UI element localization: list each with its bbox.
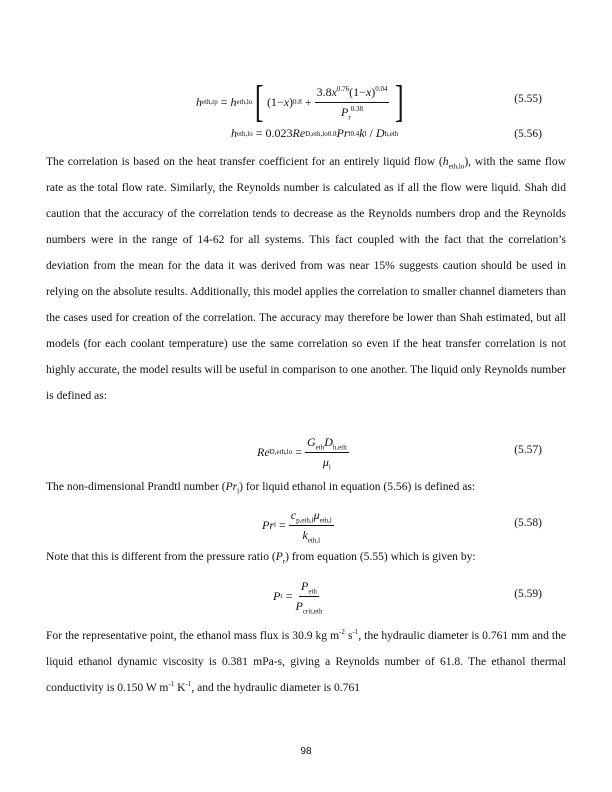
paragraph [46,623,566,701]
page-number: 98 [300,746,312,757]
equation-number: (5.57) [514,444,542,456]
paragraph [46,544,566,570]
subscript: l [237,487,240,496]
text-run: P [275,551,283,563]
coefficient: 0.023 [265,126,293,140]
paragraph [46,474,566,500]
equation-number: (5.59) [514,588,542,600]
text-run: h [442,156,449,168]
text-run: For the representative point, the ethanol mass flux is 30.9 kg m [46,630,340,642]
text-run: ), with the same flow rate as the total flow rate. Similarly, the Reynolds number is calculated as if all the flow were liquid. Shah did caution that the accuracy of the correlation tends to decrease as the Reynolds numbers drop and the Reynolds numbers were in the range of 14-62 for all systems. This fact coupled with the fact that the correlation’s deviation from the mean for the data it was derived from was near 15% suggests caution should be used in relying on the absolute results. Additionally, this model applies the correlation to smaller channel diameters than the cases used for creation of the correlation. The accuracy may therefore be lower than Shah estimated, but all models (for each coolant temperature) use the same correlation so even if the heat transfer correlation is not highly accurate, the model results will be useful in comparison to one another. The liquid only Reynolds number is defined as: [46,156,566,402]
text-run: Note that this is different from the pressure ratio ( [46,551,276,563]
subscript: r [282,557,286,566]
text-run: The non-dimensional Prandtl number ( [46,481,226,493]
text-run: s [344,630,353,642]
equation-5-55: h eth,tp = h eth,lo [ (1− x ) 0.8 + $\frac{3.8x^{0.76}(1-x)^{0.04}}{P_r^{0.38}}$ ] (5.55) [196,77,542,126]
text-run: ) for liquid ethanol in equation (5.56) is defined as: [239,481,476,493]
superscript: -1 [185,680,192,689]
equation-number: (5.58) [514,517,542,529]
equation-number: (5.56) [514,128,542,140]
superscript: -1 [352,628,359,637]
equation-number: (5.55) [514,93,542,105]
text-run: The correlation is based on the heat transfer coefficient for an entirely liquid flow ( [46,156,443,168]
text-run: ) from equation (5.55) which is given by: [285,551,476,563]
text-run: , and the hydraulic diameter is 0.761 [191,682,361,694]
paragraph [46,149,566,409]
subscript: eth,lo [448,162,465,171]
equation-5-59: P r = $\frac{P_{eth}}{P_{crit,eth}}$ (5.59) [273,578,542,615]
equation-5-57: Re D,eth,lo = $\frac{G_{eth}D_{h,eth}}{\mu_l}$ (5.57) [257,434,542,471]
text-run: Pr [225,481,238,493]
text-run: K [174,682,186,694]
text-run: , the hydraulic diameter is 0.761 mm and the liquid ethanol dynamic viscosity is 0.381 mPa-s, giving a Reynolds number of 61.8. The ethanol thermal conductivity is 0.150 W m [46,630,566,694]
superscript: -1 [168,680,175,689]
superscript: -2 [339,628,345,637]
equation-5-58: Pr l = $\frac{c_{p,eth,l}\mu_{eth,l}}{k_{eth,l}}$ (5.58) [262,507,542,544]
equation-5-56: h eth,lo = 0.023 Re D,eth,lo 0.8 Pr l 0.4 k l / D h,eth (5.56) [231,126,542,140]
